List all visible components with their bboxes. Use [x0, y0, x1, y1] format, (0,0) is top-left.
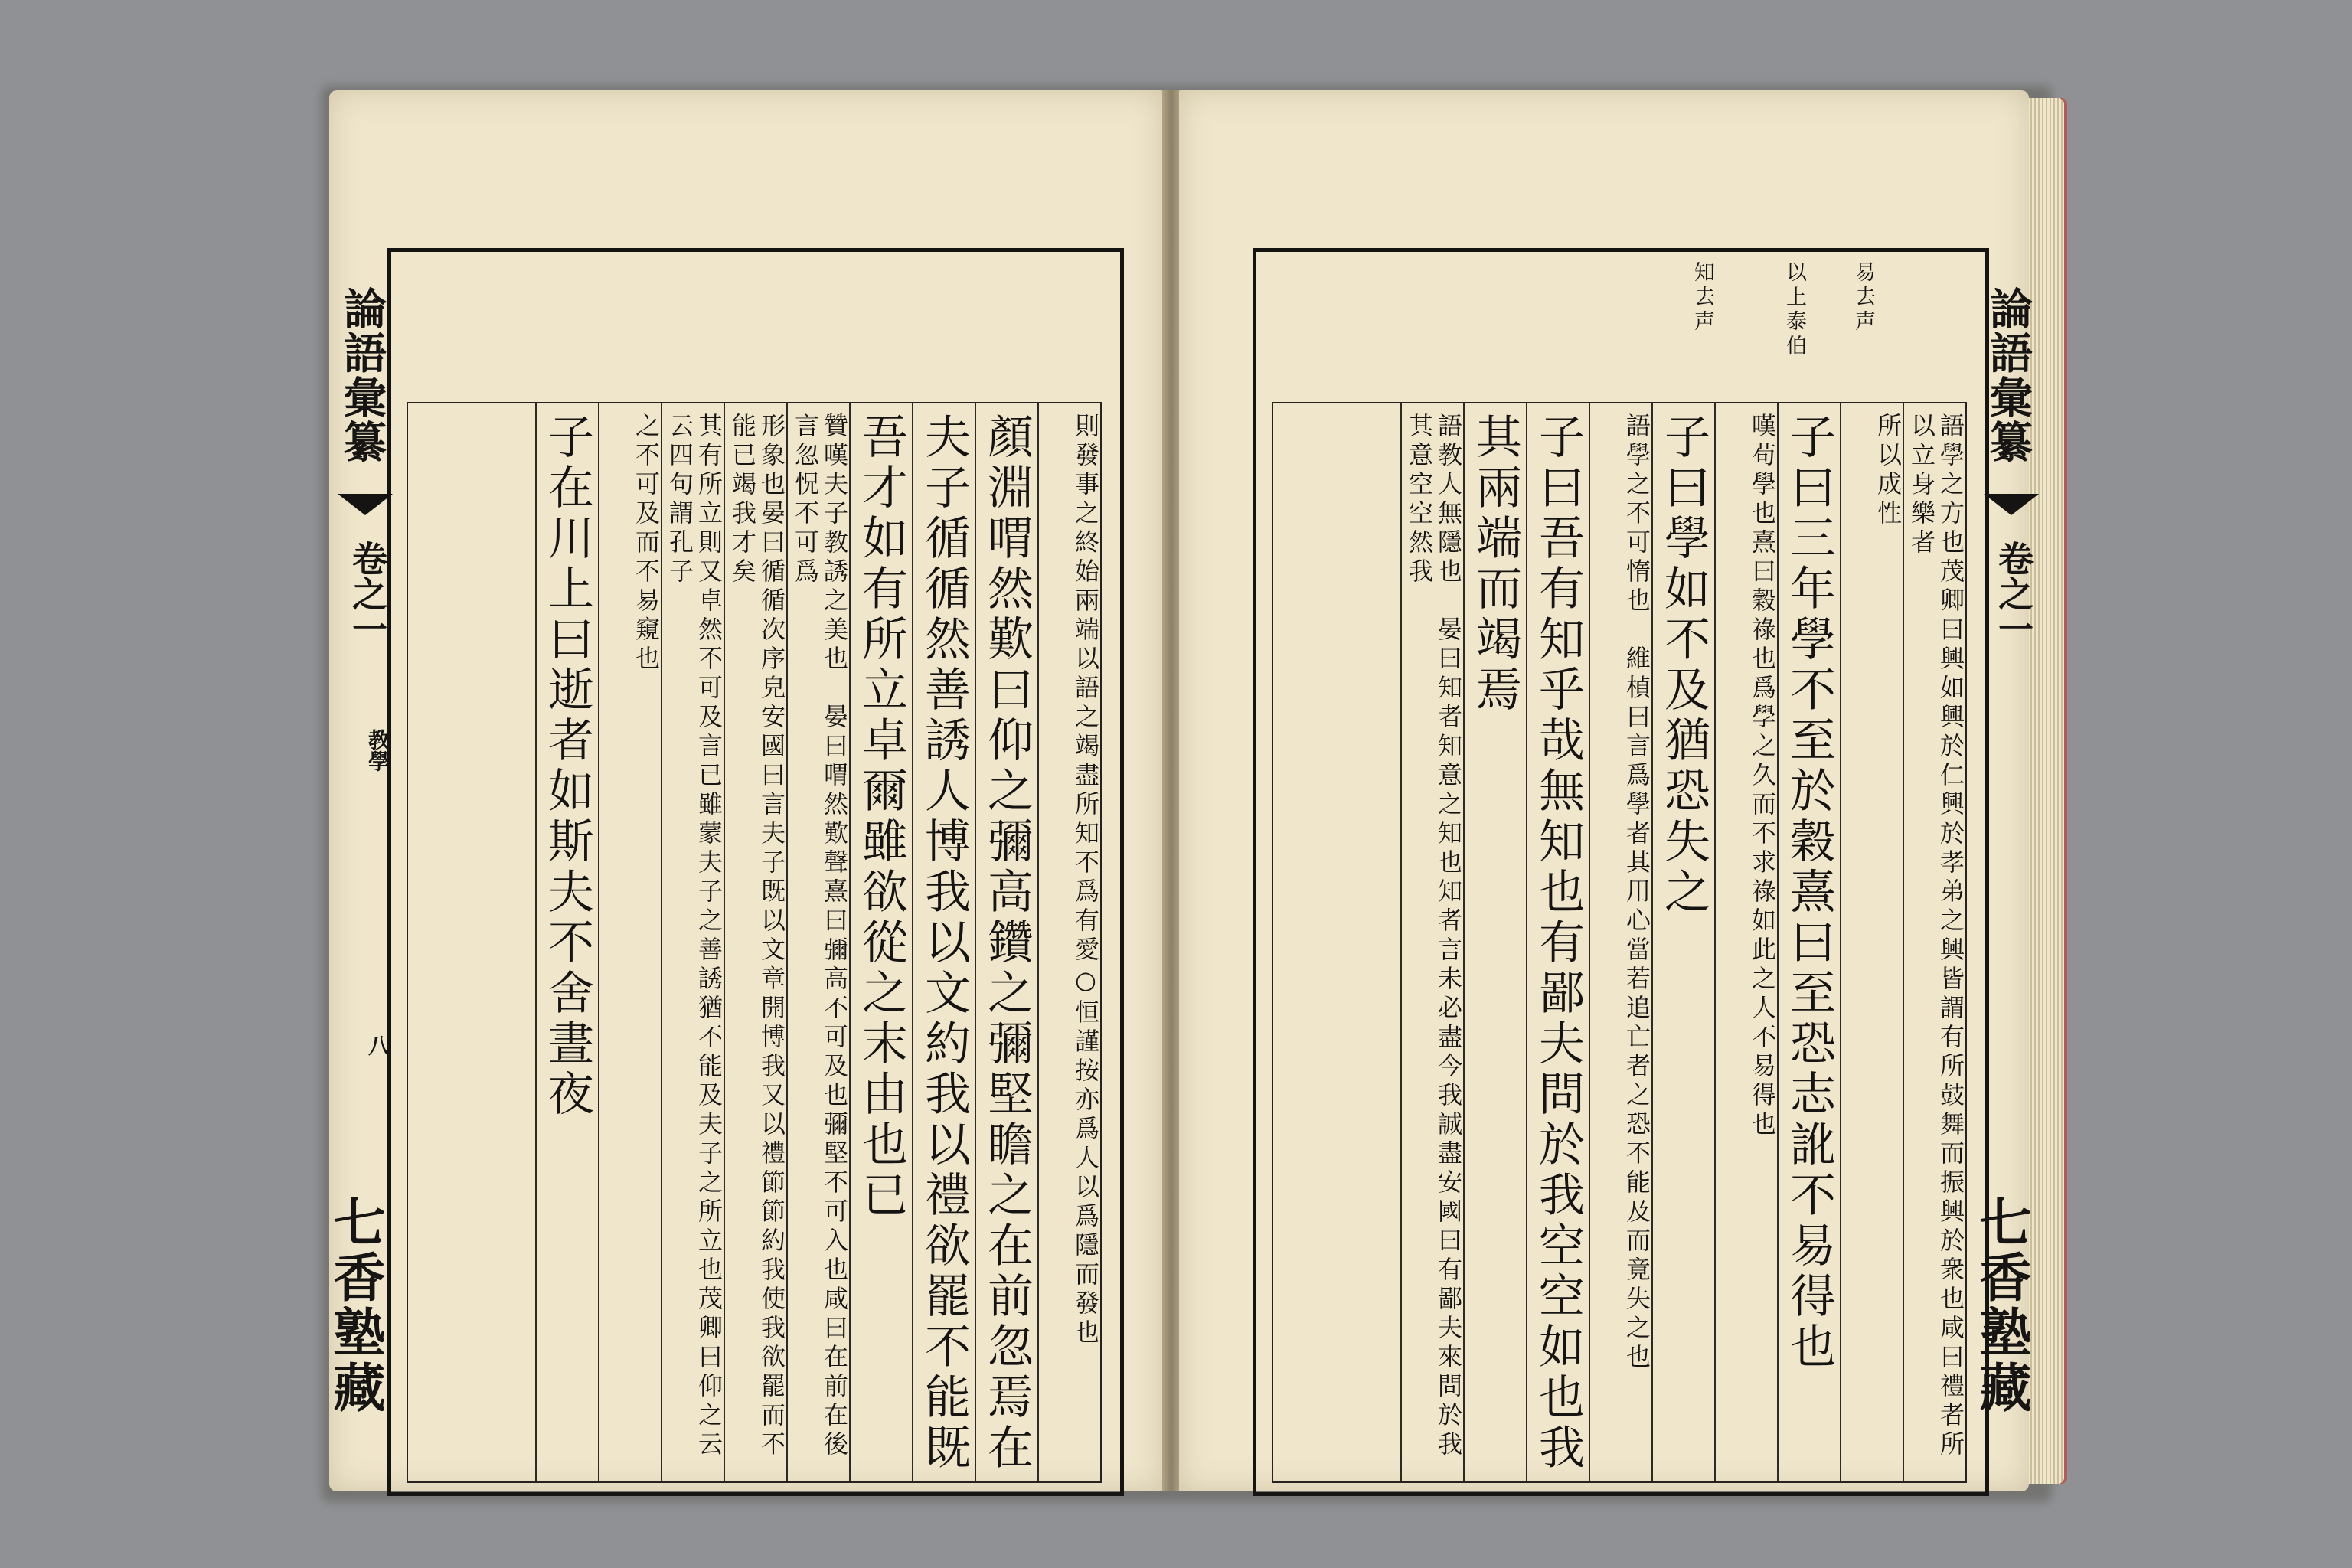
left_page-column-8: 之不可及而不易窺也	[598, 403, 661, 1481]
left_page-column-3: 夫子循循然善誘人博我以文約我以禮欲罷不能既	[912, 403, 975, 1481]
left-text-columns	[408, 403, 1100, 1481]
publisher-mark-right: 七香塾藏	[1971, 1195, 2032, 1416]
left_page-column-9: 子在川上曰逝者如斯夫不舍晝夜	[535, 403, 598, 1481]
left_page-column-2: 顏淵喟然歎曰仰之彌高鑽之彌堅瞻之在前忽焉在	[975, 403, 1037, 1481]
left_page-column-5: 贊嘆夫子教誘之美也 晏曰喟然歎聲熹曰彌高不可及也彌堅不可入也咸曰在前在後言忽怳不可爲	[786, 403, 849, 1481]
head-note-2: 以上泰伯	[1782, 261, 1806, 359]
right_page-column-1: 語學之方也茂卿曰興如興於仁興於孝弟之興皆謂有所鼓舞而振興於衆也咸曰禮者所以立身樂者	[1903, 403, 1965, 1481]
right-text-columns	[1273, 403, 1965, 1481]
book-title: 論語彙纂	[337, 286, 387, 464]
left-page	[325, 90, 1162, 1491]
head-note-1: 易去声	[1851, 261, 1875, 335]
right-text-frame	[1272, 402, 1967, 1483]
right_page-column-9: 語教人無隱也 晏曰知者知意之知也知者言未必盡今我誠盡安國曰有鄙夫來問於我其意空空然我	[1400, 403, 1463, 1481]
left-page-frame	[325, 248, 1124, 1496]
right_page-column-3: 子曰三年學不至於穀熹曰至恐志訛不易得也	[1777, 403, 1840, 1481]
right_page-column-2: 所以成性	[1840, 403, 1903, 1481]
chapter-label: 卷之一	[347, 541, 388, 646]
right_page-column-6: 語學之不可惰也 維楨曰言爲學者其用心當若追亡者之恐不能及而竟失之也	[1589, 403, 1651, 1481]
publisher-mark: 七香塾藏	[325, 1195, 386, 1416]
left_page-column-1: 則發事之終始兩端以語之竭盡所知不爲有愛○恒謹按亦爲人以爲隱而發也	[1037, 403, 1100, 1481]
right_page-column-8: 其兩端而竭焉	[1463, 403, 1526, 1481]
left_page-column-7: 其有所立則又卓然不可及言已雖蒙夫子之善誘猶不能及夫子之所立也茂卿曰仰之云云四句謂孔子	[661, 403, 724, 1481]
book-title-right: 論語彙纂	[1983, 286, 2034, 464]
left-head-space	[391, 252, 1120, 402]
right_page-column-7: 子曰吾有知乎哉無知也有鄙夫問於我空空如也我	[1526, 403, 1589, 1481]
left-text-frame	[407, 402, 1102, 1483]
right-page-tab	[1971, 264, 2039, 1480]
left_page-column-4: 吾才如有所立卓爾雖欲從之末由也已	[849, 403, 912, 1481]
right-head-space	[1256, 252, 1985, 402]
left_page-column-6: 形象也晏曰循循次序皃安國曰言夫子既以文章開博我又以禮節節約我使我欲罷而不能已竭我才矣	[724, 403, 786, 1481]
section-label: 教學	[365, 729, 390, 772]
page-number: 八	[365, 1034, 390, 1056]
head-note-3: 知去声	[1690, 261, 1714, 335]
right_page-column-4: 嘆苟學也熹曰穀祿也爲學之久而不求祿如此之人不易得也	[1714, 403, 1777, 1481]
right_page-column-5: 子曰學如不及猶恐失之	[1651, 403, 1714, 1481]
right-page	[1179, 90, 2034, 1491]
chapter-label-right: 卷之一	[1993, 541, 2034, 646]
left-page-tab	[325, 264, 393, 1480]
right-page-frame	[1253, 248, 2034, 1496]
